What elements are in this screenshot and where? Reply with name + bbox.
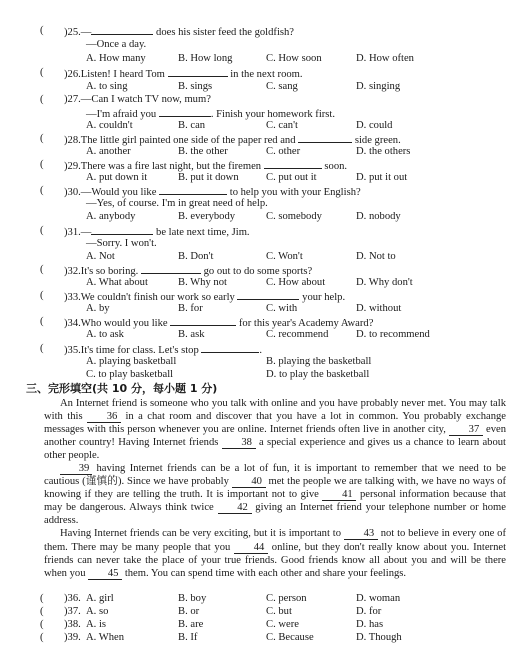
blank-41[interactable]: 41	[322, 489, 356, 501]
blank-40[interactable]: 40	[232, 476, 266, 488]
blank-39[interactable]: 39	[60, 463, 92, 475]
option-a[interactable]: A. girl	[86, 593, 114, 604]
question-text: )25.— does his sister feed the goldfish?	[64, 24, 294, 39]
answer-paren[interactable]: (	[40, 67, 44, 78]
blank[interactable]	[264, 158, 322, 169]
option-c[interactable]: C. to play basketball	[86, 369, 174, 380]
blank[interactable]	[91, 24, 153, 35]
answer-paren[interactable]: (	[40, 264, 44, 275]
option-c[interactable]: C. How about	[266, 277, 326, 288]
answer-paren[interactable]: (	[40, 290, 44, 301]
option-c[interactable]: C. put out it	[266, 172, 317, 183]
blank[interactable]	[141, 263, 201, 274]
option-a[interactable]: A. so	[86, 606, 109, 617]
answer-paren[interactable]: (	[40, 343, 44, 354]
option-c[interactable]: C. Because	[266, 632, 314, 643]
option-b[interactable]: B. sings	[178, 81, 213, 92]
option-c[interactable]: C. person	[266, 593, 307, 604]
option-b[interactable]: B. Don't	[178, 251, 214, 262]
question-num: )36.	[64, 593, 81, 604]
option-c[interactable]: C. Won't	[266, 251, 303, 262]
option-d[interactable]: D. to recommend	[356, 329, 430, 340]
answer-paren[interactable]: (	[40, 606, 44, 617]
paragraph: An Internet friend is someone who you talk with online and you have probably never met. You may talk with this 36 in a chat room and discover that you have a lot in common. You probably exchange messages with this person whenever you are online. Internet friends often live in another city, 37 even another country! Having Internet friends 38 a special experience and gives us a chance to learn about other people.	[44, 398, 507, 462]
option-b[interactable]: B. put it down	[178, 172, 239, 183]
blank[interactable]	[170, 315, 236, 326]
reply-text: —I'm afraid you . Finish your homework first.	[86, 106, 335, 121]
option-c[interactable]: C. somebody	[266, 211, 322, 222]
option-a[interactable]: A. put down it	[86, 172, 148, 183]
option-b[interactable]: B. the other	[178, 146, 228, 157]
answer-paren[interactable]: (	[40, 225, 44, 236]
option-d[interactable]: D. the others	[356, 146, 411, 157]
blank-36[interactable]: 36	[87, 411, 121, 423]
blank-42[interactable]: 42	[218, 502, 252, 514]
option-a[interactable]: A. When	[86, 632, 125, 643]
question-text: )29.There was a fire last night, but the firemen soon.	[64, 158, 347, 173]
paragraph: Having Internet friends can be very exciting, but it is important to 43 not to believe in every one of them. There may be many people that you 44 online, but they don't really know about you. Internet friends can never take the place of your true friends. Good friends know all about you and will be there when you 45 them. You can spend time with each other and share your feelings.	[44, 528, 507, 579]
option-a[interactable]: A. What about	[86, 277, 148, 288]
question-text: )33.We couldn't finish our work so early your help.	[64, 289, 345, 304]
option-d[interactable]: D. could	[356, 120, 393, 131]
option-a[interactable]: A. playing basketball	[86, 356, 177, 367]
blank-45[interactable]: 45	[88, 568, 122, 580]
blank[interactable]	[298, 132, 352, 143]
option-a[interactable]: A. anybody	[86, 211, 136, 222]
question-text: )35.It's time for class. Let's stop .	[64, 342, 262, 357]
option-b[interactable]: B. everybody	[178, 211, 236, 222]
answer-paren[interactable]: (	[40, 619, 44, 630]
option-a[interactable]: A. How many	[86, 53, 146, 64]
option-d[interactable]: D. without	[356, 303, 402, 314]
option-b[interactable]: B. ask	[178, 329, 205, 340]
option-b[interactable]: B. or	[178, 606, 200, 617]
blank[interactable]	[159, 106, 211, 117]
option-c[interactable]: C. recommend	[266, 329, 329, 340]
option-b[interactable]: B. boy	[178, 593, 207, 604]
question-text: )34.Who would you like for this year's Academy Award?	[64, 315, 373, 330]
blank-44[interactable]: 44	[234, 542, 268, 554]
answer-paren[interactable]: (	[40, 185, 44, 196]
section-heading: 三、完形填空(共 10 分，每小题 1 分)	[26, 382, 218, 395]
option-d[interactable]: D. Why don't	[356, 277, 413, 288]
option-d[interactable]: D. to play the basketball	[266, 369, 370, 380]
answer-paren[interactable]: (	[40, 316, 44, 327]
option-a[interactable]: A. by	[86, 303, 110, 314]
option-d[interactable]: D. for	[356, 606, 382, 617]
blank[interactable]	[168, 66, 228, 77]
option-c[interactable]: C. were	[266, 619, 299, 630]
question-num: )38.	[64, 619, 81, 630]
question-text: )31.— be late next time, Jim.	[64, 224, 250, 239]
cloze-passage	[44, 397, 506, 580]
reply-text: —Sorry. I won't.	[86, 238, 157, 249]
blank-43[interactable]: 43	[344, 528, 378, 540]
question-text: )27.—Can I watch TV now, mum?	[64, 94, 211, 105]
option-a[interactable]: A. Not	[86, 251, 115, 262]
answer-paren[interactable]: (	[40, 632, 44, 643]
blank-37[interactable]: 37	[449, 424, 483, 436]
paragraph: 39 having Internet friends can be a lot of fun, it is important to remember that we need to be cautious (谨慎的). Since we have probably 40 met the people we are talking with, we have no ways of knowing if they are telling the truth. It is important not to give 41 personal information because that may be dangerous. Always think twice 42 giving an Internet friend your telephone number or home address.	[44, 463, 506, 527]
answer-paren[interactable]: (	[40, 94, 44, 105]
answer-paren[interactable]: (	[40, 159, 44, 170]
question-text: )26.Listen! I heard Tom in the next room.	[64, 66, 303, 81]
question-num: )39.	[64, 632, 81, 643]
option-d[interactable]: D. nobody	[356, 211, 401, 222]
answer-paren[interactable]: (	[40, 593, 44, 604]
option-b[interactable]: B. are	[178, 619, 204, 630]
question-text: )30.—Would you like to help you with your English?	[64, 184, 361, 199]
blank[interactable]	[201, 342, 259, 353]
question-num: )37.	[64, 606, 81, 617]
blank[interactable]	[159, 184, 227, 195]
option-c[interactable]: C. but	[266, 606, 292, 617]
option-a[interactable]: A. to sing	[86, 81, 128, 92]
option-a[interactable]: A. another	[86, 146, 131, 157]
blank-38[interactable]: 38	[222, 437, 256, 449]
option-d[interactable]: D. Though	[356, 632, 402, 643]
option-a[interactable]: A. is	[86, 619, 107, 630]
answer-paren[interactable]: (	[40, 25, 44, 36]
reply-text: —Yes, of course. I'm in great need of help.	[86, 198, 268, 209]
option-c[interactable]: C. sang	[266, 81, 298, 92]
option-a[interactable]: A. couldn't	[86, 120, 133, 131]
option-b[interactable]: B. Why not	[178, 277, 227, 288]
reply-text: —Once a day.	[86, 39, 147, 50]
option-c[interactable]: C. with	[266, 303, 298, 314]
option-b[interactable]: B. can	[178, 120, 206, 131]
option-b[interactable]: B. playing the basketball	[266, 356, 372, 367]
option-b[interactable]: B. If	[178, 632, 198, 643]
answer-paren[interactable]: (	[40, 133, 44, 144]
question-text: )32.It's so boring. go out to do some sports?	[64, 263, 312, 278]
option-b[interactable]: B. for	[178, 303, 203, 314]
option-d[interactable]: D. Not to	[356, 251, 396, 262]
question-text: )28.The little girl painted one side of the paper red and side green.	[64, 132, 401, 147]
option-c[interactable]: C. other	[266, 146, 301, 157]
option-c[interactable]: C. can't	[266, 120, 298, 131]
option-d[interactable]: D. How often	[356, 53, 414, 64]
option-d[interactable]: D. put it out	[356, 172, 408, 183]
option-d[interactable]: D. singing	[356, 81, 401, 92]
option-a[interactable]: A. to ask	[86, 329, 124, 340]
option-d[interactable]: D. woman	[356, 593, 401, 604]
blank[interactable]	[237, 289, 299, 300]
option-d[interactable]: D. has	[356, 619, 384, 630]
option-b[interactable]: B. How long	[178, 53, 233, 64]
blank[interactable]	[91, 224, 153, 235]
option-c[interactable]: C. How soon	[266, 53, 322, 64]
